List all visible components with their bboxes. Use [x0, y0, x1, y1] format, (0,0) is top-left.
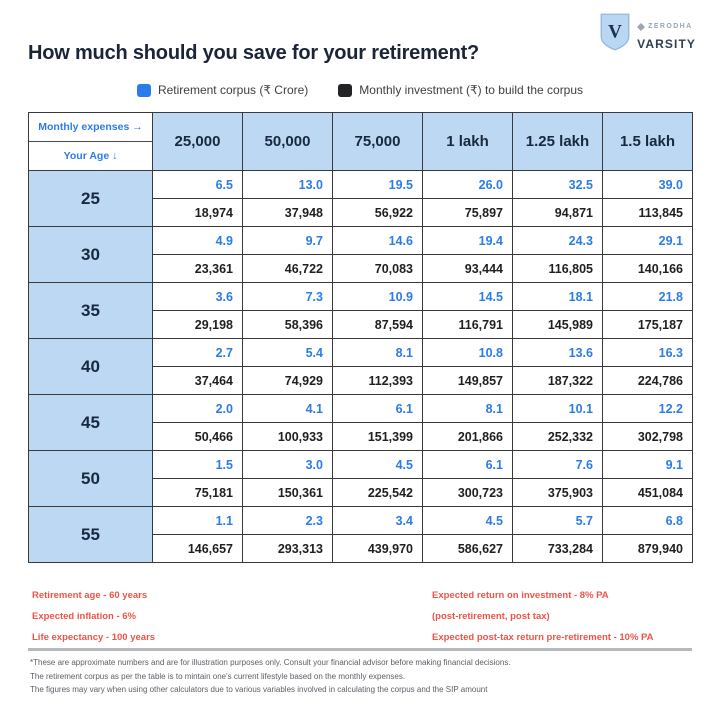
expense-column-header: 1 lakh	[423, 113, 513, 171]
corpus-value-cell: 2.3	[243, 507, 333, 535]
investment-value-cell: 302,798	[603, 423, 693, 451]
assumptions-right-column	[432, 585, 692, 648]
assumption-note: (post-retirement, post tax)	[432, 611, 550, 622]
corpus-row	[29, 507, 693, 535]
investment-value-cell: 75,181	[153, 479, 243, 507]
investment-value-cell: 100,933	[243, 423, 333, 451]
assumption-note: Expected return on investment - 8% PA	[432, 590, 609, 601]
age-cell: 30	[29, 227, 153, 283]
corpus-value-cell: 6.5	[153, 171, 243, 199]
investment-value-cell: 37,464	[153, 367, 243, 395]
corpus-value-cell: 10.8	[423, 339, 513, 367]
corpus-value-cell: 4.5	[423, 507, 513, 535]
investment-value-cell: 252,332	[513, 423, 603, 451]
monthly-expenses-axis-label: Monthly expenses →	[29, 113, 152, 142]
corpus-value-cell: 7.6	[513, 451, 603, 479]
corpus-row	[29, 283, 693, 311]
investment-value-cell: 74,929	[243, 367, 333, 395]
your-age-axis-label: Your Age ↓	[63, 150, 118, 162]
investment-value-cell: 112,393	[333, 367, 423, 395]
corpus-value-cell: 4.5	[333, 451, 423, 479]
logo-text	[637, 17, 696, 52]
corpus-value-cell: 2.7	[153, 339, 243, 367]
investment-swatch-icon	[338, 84, 352, 97]
legend-item-investment	[338, 83, 583, 97]
investment-value-cell: 175,187	[603, 311, 693, 339]
age-cell: 25	[29, 171, 153, 227]
age-cell: 35	[29, 283, 153, 339]
expense-column-header: 75,000	[333, 113, 423, 171]
corpus-value-cell: 3.6	[153, 283, 243, 311]
corpus-value-cell: 19.5	[333, 171, 423, 199]
investment-value-cell: 116,791	[423, 311, 513, 339]
investment-value-cell: 733,284	[513, 535, 603, 563]
corpus-value-cell: 5.7	[513, 507, 603, 535]
retirement-table-body	[29, 171, 693, 563]
corpus-value-cell: 19.4	[423, 227, 513, 255]
retirement-table-wrap	[28, 112, 692, 563]
corpus-value-cell: 10.9	[333, 283, 423, 311]
investment-value-cell: 140,166	[603, 255, 693, 283]
corpus-value-cell: 16.3	[603, 339, 693, 367]
investment-value-cell: 145,989	[513, 311, 603, 339]
corpus-value-cell: 8.1	[423, 395, 513, 423]
corpus-value-cell: 3.4	[333, 507, 423, 535]
investment-value-cell: 224,786	[603, 367, 693, 395]
corpus-value-cell: 9.1	[603, 451, 693, 479]
logo-brand-label: ZERODHA	[648, 22, 693, 30]
corpus-value-cell: 29.1	[603, 227, 693, 255]
assumption-note: Expected post-tax return pre-retirement - 10% PA	[432, 632, 654, 643]
corpus-value-cell: 2.0	[153, 395, 243, 423]
divider-rule	[28, 648, 692, 651]
corpus-value-cell: 1.1	[153, 507, 243, 535]
retirement-table	[28, 112, 693, 563]
investment-value-cell: 23,361	[153, 255, 243, 283]
disclaimer-note: The retirement corpus as per the table is to mintain one's current lifestyle based on the monthly expenses.	[30, 671, 406, 681]
investment-value-cell: 187,322	[513, 367, 603, 395]
corpus-value-cell: 24.3	[513, 227, 603, 255]
corpus-value-cell: 18.1	[513, 283, 603, 311]
corpus-value-cell: 14.5	[423, 283, 513, 311]
corpus-value-cell: 8.1	[333, 339, 423, 367]
corpus-swatch-icon	[137, 84, 151, 97]
corpus-value-cell: 9.7	[243, 227, 333, 255]
investment-value-cell: 50,466	[153, 423, 243, 451]
corpus-value-cell: 4.1	[243, 395, 333, 423]
disclaimers	[30, 656, 690, 697]
corpus-value-cell: 6.1	[333, 395, 423, 423]
investment-value-cell: 586,627	[423, 535, 513, 563]
corpus-value-cell: 5.4	[243, 339, 333, 367]
assumption-note: Life expectancy - 100 years	[32, 632, 156, 643]
corpus-value-cell: 32.5	[513, 171, 603, 199]
zerodha-kite-icon	[637, 17, 645, 37]
legend	[0, 83, 720, 97]
investment-value-cell: 151,399	[333, 423, 423, 451]
investment-value-cell: 300,723	[423, 479, 513, 507]
investment-value-cell: 375,903	[513, 479, 603, 507]
assumptions-left-column	[32, 585, 392, 648]
expense-column-header: 25,000	[153, 113, 243, 171]
corpus-row	[29, 339, 693, 367]
corpus-value-cell: 1.5	[153, 451, 243, 479]
corpus-row	[29, 395, 693, 423]
investment-value-cell: 149,857	[423, 367, 513, 395]
investment-value-cell: 94,871	[513, 199, 603, 227]
investment-value-cell: 18,974	[153, 199, 243, 227]
varsity-logo	[600, 13, 696, 56]
investment-value-cell: 293,313	[243, 535, 333, 563]
expense-column-header: 1.25 lakh	[513, 113, 603, 171]
expense-column-header: 1.5 lakh	[603, 113, 693, 171]
corpus-value-cell: 6.8	[603, 507, 693, 535]
logo-product-label: VARSITY	[637, 37, 696, 51]
corpus-value-cell: 13.6	[513, 339, 603, 367]
expense-column-header: 50,000	[243, 113, 333, 171]
legend-item-corpus	[137, 83, 308, 97]
corpus-value-cell: 21.8	[603, 283, 693, 311]
disclaimer-note: *These are approximate numbers and are for illustration purposes only. Consult your financial advisor before making financial decisions.	[30, 658, 511, 667]
assumption-note: Expected inflation - 6%	[32, 611, 136, 622]
corpus-value-cell: 4.9	[153, 227, 243, 255]
investment-value-cell: 46,722	[243, 255, 333, 283]
corpus-value-cell: 26.0	[423, 171, 513, 199]
disclaimer-note: The figures may vary when using other calculators due to various variables involved in calculating the corpus and the SIP amount	[30, 685, 488, 694]
investment-value-cell: 451,084	[603, 479, 693, 507]
age-cell: 45	[29, 395, 153, 451]
age-cell: 55	[29, 507, 153, 563]
investment-value-cell: 70,083	[333, 255, 423, 283]
investment-value-cell: 56,922	[333, 199, 423, 227]
investment-value-cell: 29,198	[153, 311, 243, 339]
svg-text:V: V	[608, 21, 623, 43]
corpus-value-cell: 10.1	[513, 395, 603, 423]
corpus-value-cell: 13.0	[243, 171, 333, 199]
age-cell: 40	[29, 339, 153, 395]
investment-value-cell: 150,361	[243, 479, 333, 507]
corpus-value-cell: 39.0	[603, 171, 693, 199]
investment-value-cell: 116,805	[513, 255, 603, 283]
investment-value-cell: 75,897	[423, 199, 513, 227]
corpus-value-cell: 3.0	[243, 451, 333, 479]
legend-label: Monthly investment (₹) to build the corpus	[359, 83, 584, 97]
shield-monogram-icon	[600, 13, 630, 56]
corpus-row	[29, 171, 693, 199]
corner-cell	[29, 113, 153, 171]
corpus-value-cell: 12.2	[603, 395, 693, 423]
investment-value-cell: 201,866	[423, 423, 513, 451]
page-title: How much should you save for your retirement?	[28, 42, 480, 64]
investment-value-cell: 113,845	[603, 199, 693, 227]
corpus-value-cell: 14.6	[333, 227, 423, 255]
investment-value-cell: 146,657	[153, 535, 243, 563]
investment-value-cell: 87,594	[333, 311, 423, 339]
assumption-note: Retirement age - 60 years	[32, 590, 148, 601]
investment-value-cell: 58,396	[243, 311, 333, 339]
investment-value-cell: 37,948	[243, 199, 333, 227]
investment-value-cell: 225,542	[333, 479, 423, 507]
corpus-value-cell: 6.1	[423, 451, 513, 479]
legend-label: Retirement corpus (₹ Crore)	[157, 83, 309, 97]
corpus-value-cell: 7.3	[243, 283, 333, 311]
investment-value-cell: 439,970	[333, 535, 423, 563]
corpus-row	[29, 227, 693, 255]
investment-value-cell: 93,444	[423, 255, 513, 283]
investment-value-cell: 879,940	[603, 535, 693, 563]
corpus-row	[29, 451, 693, 479]
age-cell: 50	[29, 451, 153, 507]
header-row	[29, 113, 693, 171]
